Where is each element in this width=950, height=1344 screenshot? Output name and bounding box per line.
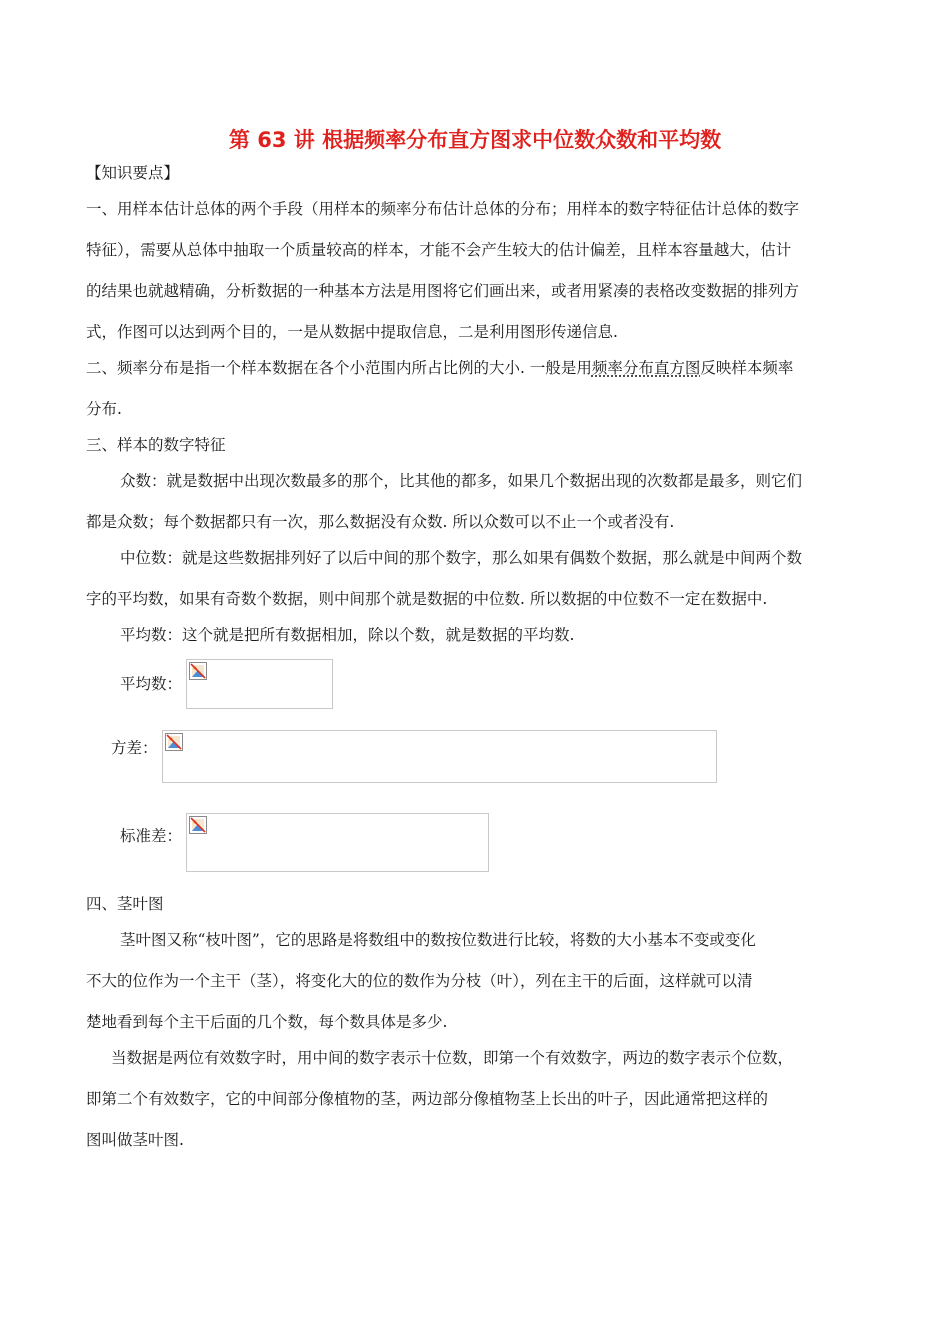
broken-image-icon [189, 662, 207, 680]
stem-leaf-a-line-3: 楚地看到每个主干后面的几个数，每个数具体是多少. [86, 1013, 448, 1031]
section-heading-features: 三、样本的数字特征 [86, 436, 226, 454]
para-1-line-4: 式，作图可以达到两个目的，一是从数据中提取信息，二是利用图形传递信息. [86, 323, 618, 341]
mode-line-2: 都是众数；每个数据都只有一次，那么数据没有众数. 所以众数可以不止一个或者没有. [86, 513, 675, 531]
stem-leaf-a-line-2: 不大的位作为一个主干（茎），将变化大的位的数作为分枝（叶），列在主干的后面，这样就可以清 [86, 972, 753, 990]
mean-formula-label: 平均数： [120, 675, 183, 693]
std-formula-label: 标准差： [120, 827, 183, 845]
page-title: 第 63 讲 根据频率分布直方图求中位数众数和平均数 [228, 128, 722, 152]
broken-image-icon [165, 733, 183, 751]
mean-line-1: 平均数：这个就是把所有数据相加，除以个数，就是数据的平均数. [120, 626, 575, 644]
para-1-line-2: 特征），需要从总体中抽取一个质量较高的样本，才能不会产生较大的估计偏差，且样本容量越大，估计 [86, 241, 792, 259]
para-1-line-3: 的结果也就越精确，分析数据的一种基本方法是用图将它们画出来，或者用紧凑的表格改变数据的排列方 [86, 282, 800, 300]
stem-leaf-b-line-1: 当数据是两位有效数字时，用中间的数字表示十位数，即第一个有效数字，两边的数字表示个位数， [111, 1049, 794, 1067]
para-2-text-post: 反映样本频率 [700, 359, 794, 377]
variance-formula-image [162, 730, 717, 783]
variance-formula-label: 方差： [111, 739, 158, 757]
para-2-line-1 [86, 358, 793, 378]
para-2-line-2: 分布. [86, 400, 122, 418]
stem-leaf-b-line-2: 即第二个有效数字，它的中间部分像植物的茎，两边部分像植物茎上长出的叶子，因此通常把这样的 [86, 1090, 769, 1108]
section-heading-stem-leaf: 四、茎叶图 [86, 895, 164, 913]
section-heading-knowledge: 【知识要点】 [86, 164, 180, 182]
median-line-2: 字的平均数，如果有奇数个数据，则中间那个就是数据的中位数. 所以数据的中位数不一定在数据中. [86, 590, 768, 608]
stem-leaf-a-line-1: 茎叶图又称“枝叶图”，它的思路是将数组中的数按位数进行比较，将数的大小基本不变或变化 [120, 931, 756, 949]
broken-image-icon [189, 816, 207, 834]
mean-formula-image [186, 659, 333, 709]
std-formula-image [186, 813, 489, 872]
frequency-histogram-link[interactable]: 频率分布直方图 [591, 359, 701, 377]
para-1-line-1: 一、用样本估计总体的两个手段（用样本的频率分布估计总体的分布；用样本的数字特征估计总体的数字 [86, 200, 800, 218]
stem-leaf-b-line-3: 图叫做茎叶图. [86, 1131, 184, 1149]
mode-line-1: 众数：就是数据中出现次数最多的那个，比其他的都多，如果几个数据出现的次数都是最多，则它们 [120, 472, 803, 490]
para-2-text-pre: 二、频率分布是指一个样本数据在各个小范围内所占比例的大小. 一般是用 [86, 359, 592, 377]
median-line-1: 中位数：就是这些数据排列好了以后中间的那个数字，那么如果有偶数个数据，那么就是中间两个数 [120, 549, 803, 567]
